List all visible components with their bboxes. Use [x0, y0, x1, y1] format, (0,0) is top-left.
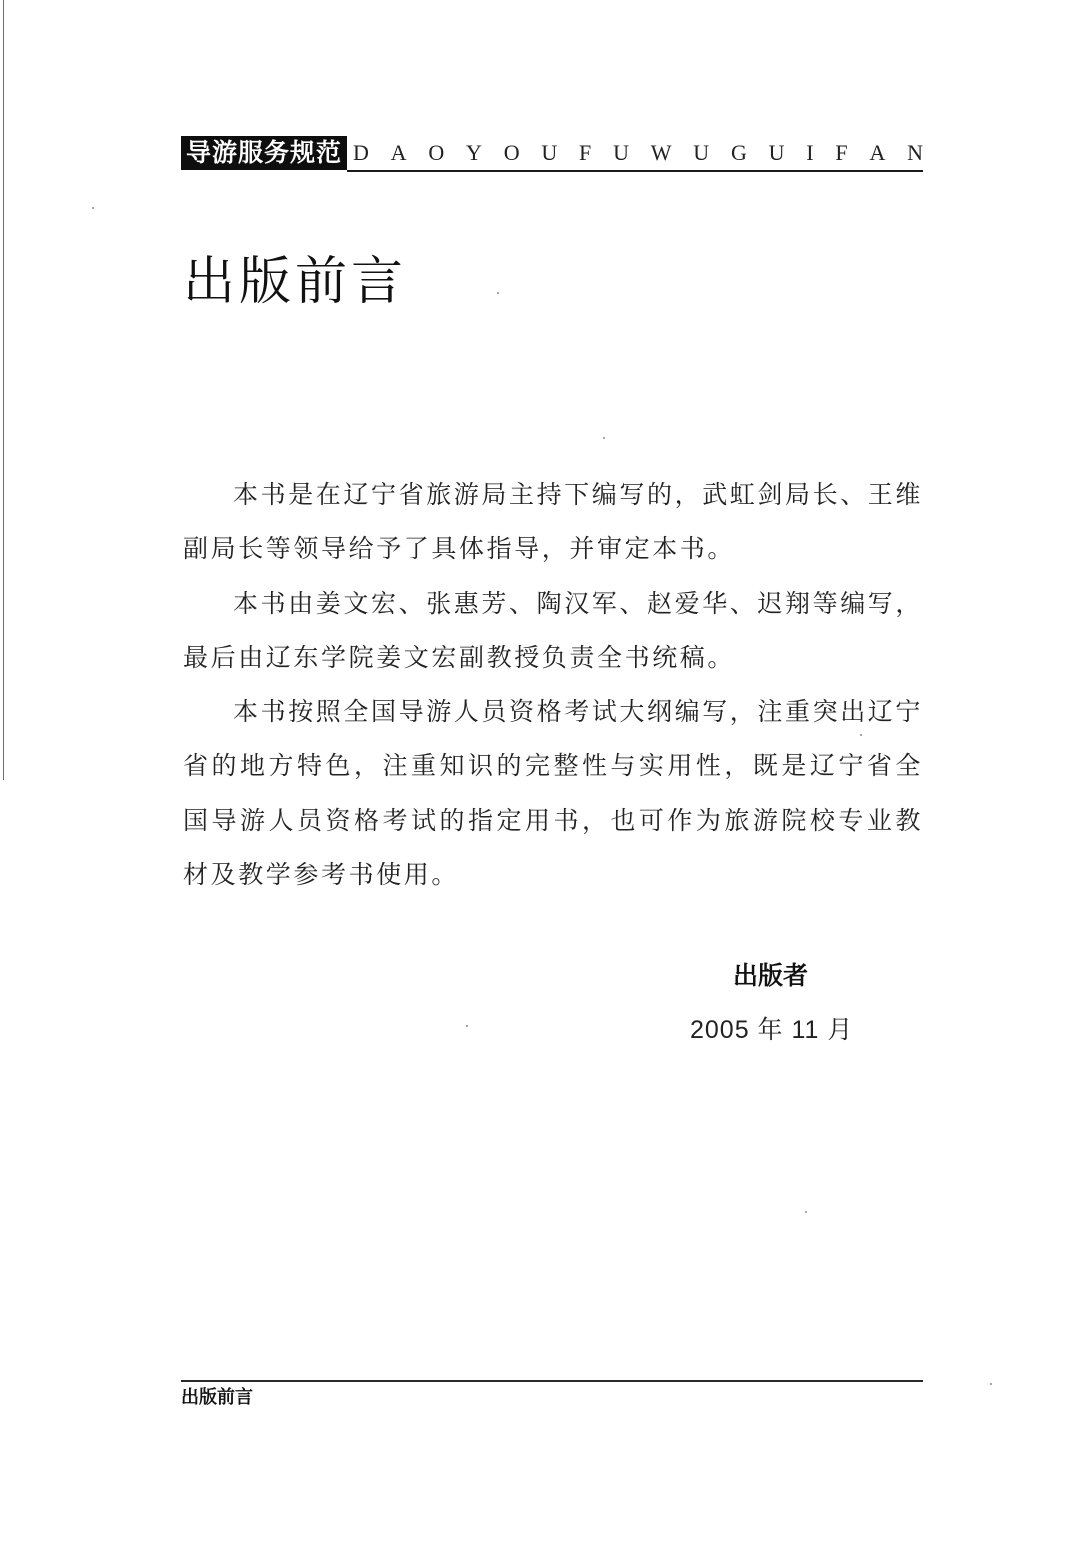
scan-speck — [860, 734, 862, 736]
page-title: 出版前言 — [183, 251, 408, 312]
pinyin-letter: O — [503, 140, 520, 165]
header-rule — [347, 170, 923, 172]
pinyin-letter: D — [353, 140, 369, 165]
scan-speck — [603, 437, 605, 439]
pinyin-letter: A — [869, 140, 886, 165]
pinyin-letter: F — [579, 140, 592, 165]
pinyin-letter: G — [730, 140, 747, 165]
paragraph: 本书按照全国导游人员资格考试大纲编写，注重突出辽宁省的地方特色，注重知识的完整性与实用性，既是辽宁省全国导游人员资格考试的指定用书，也可作为旅游院校专业教材及教学参考书使用。 — [183, 697, 924, 890]
running-header — [181, 136, 923, 172]
scan-speck — [92, 207, 94, 209]
scan-edge-line — [3, 0, 4, 780]
paragraph: 本书是在辽宁省旅游局主持下编写的，武虹剑局长、王维副局长等领导给予了具体指导，并审定本书。 — [183, 480, 924, 564]
scan-speck — [805, 1211, 807, 1213]
pinyin-letter: Y — [466, 140, 482, 165]
scan-speck — [466, 1025, 468, 1027]
pinyin-letter: U — [613, 140, 629, 165]
footer-section-label: 出版前言 — [181, 1387, 253, 1408]
pinyin-letter: W — [650, 140, 672, 165]
publisher-signature: 出版者 — [733, 961, 809, 990]
pinyin-letter: N — [907, 140, 923, 165]
book-title-badge: 导游服务规范 — [181, 136, 347, 170]
pinyin-letter: U — [541, 140, 558, 165]
pinyin-letter: U — [768, 140, 785, 165]
publication-date: 2005 年 11 月 — [690, 1016, 854, 1044]
pinyin-letter: F — [835, 140, 848, 165]
pinyin-letter: O — [428, 140, 445, 165]
pinyin-letter: A — [390, 140, 407, 165]
preface-body — [183, 468, 923, 902]
footer-rule — [181, 1380, 923, 1382]
pinyin-letter: U — [693, 140, 710, 165]
pinyin-letters — [353, 138, 923, 168]
scan-speck — [497, 292, 499, 294]
pinyin-letter: I — [806, 140, 814, 165]
paragraph: 本书由姜文宏、张惠芳、陶汉军、赵爱华、迟翔等编写，最后由辽东学院姜文宏副教授负责全书统稿。 — [183, 588, 924, 672]
scan-speck — [990, 1383, 992, 1385]
